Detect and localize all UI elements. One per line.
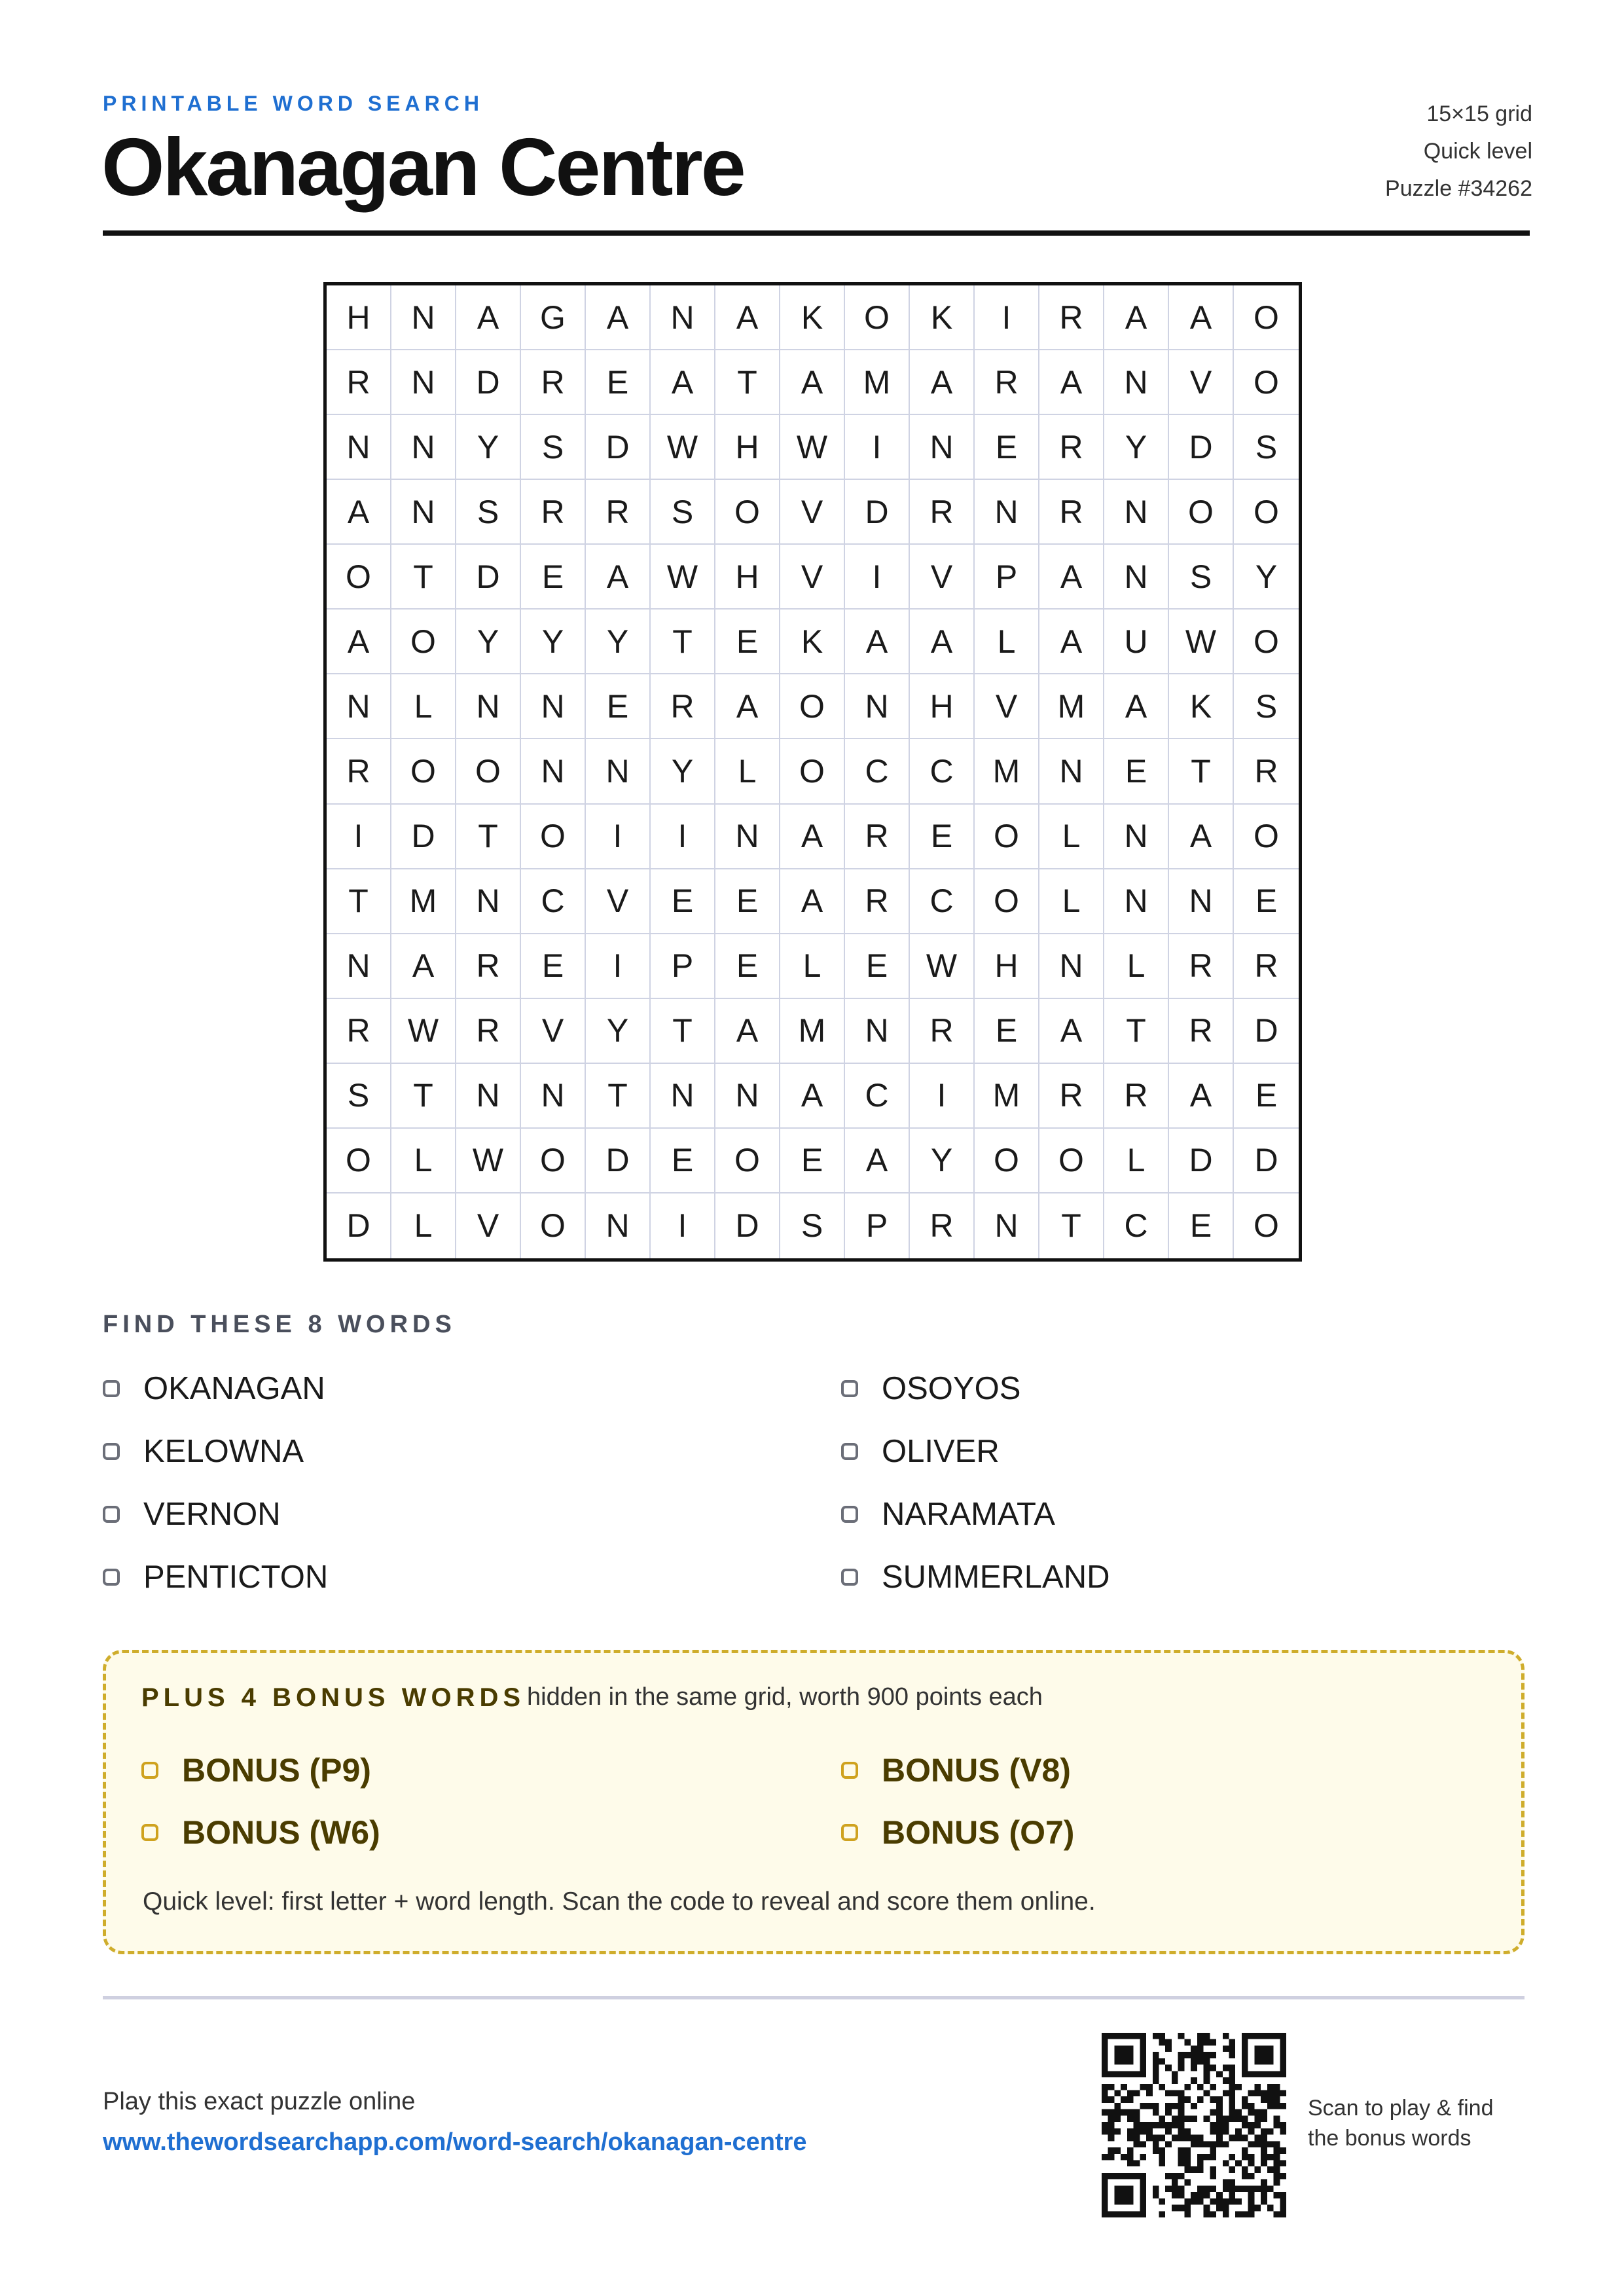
checkbox[interactable] [841, 1824, 858, 1841]
grid-cell[interactable]: N [910, 415, 975, 480]
grid-cell[interactable]: A [780, 805, 845, 869]
grid-cell[interactable]: K [780, 285, 845, 350]
grid-cell[interactable]: T [456, 805, 521, 869]
grid-cell[interactable]: D [715, 1194, 780, 1258]
grid-cell[interactable]: W [1169, 610, 1234, 674]
grid-cell[interactable]: N [391, 350, 456, 415]
grid-cell[interactable]: S [1234, 674, 1299, 739]
grid-cell[interactable]: A [1169, 805, 1234, 869]
grid-cell[interactable]: R [1234, 934, 1299, 999]
grid-cell[interactable]: V [586, 869, 651, 934]
eyebrow-label: PRINTABLE WORD SEARCH [103, 92, 484, 115]
grid-cell[interactable]: I [845, 545, 910, 610]
grid-cell[interactable]: O [1234, 285, 1299, 350]
grid-cell[interactable]: R [1234, 739, 1299, 804]
puzzle-url-link[interactable]: www.thewordsearchapp.com/word-search/okanagan-centre [103, 2128, 807, 2156]
word-item[interactable] [103, 1370, 325, 1407]
grid-cell[interactable]: O [521, 1194, 586, 1258]
grid-cell[interactable]: R [1039, 480, 1104, 545]
grid-cell[interactable]: L [391, 674, 456, 739]
grid-cell[interactable]: S [1234, 415, 1299, 480]
grid-cell[interactable]: E [521, 545, 586, 610]
word-label: SUMMERLAND [882, 1559, 1110, 1595]
grid-cell[interactable]: L [1104, 1129, 1169, 1194]
word-label: NARAMATA [882, 1497, 1055, 1532]
grid-cell[interactable]: P [845, 1194, 910, 1258]
word-label: VERNON [143, 1497, 281, 1532]
grid-cell[interactable]: D [845, 480, 910, 545]
grid-cell[interactable]: E [975, 415, 1039, 480]
grid-cell[interactable]: H [715, 415, 780, 480]
grid-cell[interactable]: D [1169, 415, 1234, 480]
grid-cell[interactable]: R [1039, 285, 1104, 350]
checkbox[interactable] [841, 1380, 858, 1397]
play-online-label: Play this exact puzzle online [103, 2088, 416, 2115]
word-label: OLIVER [882, 1434, 1000, 1469]
grid-cell[interactable]: E [1104, 739, 1169, 804]
word-item[interactable] [841, 1433, 1000, 1470]
grid-cell[interactable]: E [715, 869, 780, 934]
grid-cell[interactable]: D [586, 415, 651, 480]
grid-cell[interactable]: N [456, 869, 521, 934]
grid-cell[interactable]: C [845, 1064, 910, 1129]
word-search-grid[interactable] [323, 282, 1302, 1262]
bonus-item[interactable] [141, 1751, 371, 1789]
grid-cell[interactable]: Y [586, 999, 651, 1064]
grid-cell[interactable]: N [1104, 869, 1169, 934]
grid-cell[interactable]: N [391, 415, 456, 480]
grid-cell[interactable]: E [780, 1129, 845, 1194]
grid-cell[interactable]: M [391, 869, 456, 934]
grid-cell[interactable]: N [1039, 934, 1104, 999]
grid-cell[interactable]: M [845, 350, 910, 415]
grid-cell[interactable]: I [845, 415, 910, 480]
grid-cell[interactable]: O [1254, 1207, 1279, 1245]
grid-cell[interactable]: Y [1104, 415, 1169, 480]
grid-cell[interactable]: R [1104, 1064, 1169, 1129]
grid-cell[interactable]: W [651, 415, 715, 480]
checkbox[interactable] [141, 1824, 158, 1841]
grid-cell[interactable]: D [1234, 1129, 1299, 1194]
grid-cell[interactable]: A [780, 869, 845, 934]
grid-cell[interactable]: E [1234, 1064, 1299, 1129]
grid-cell[interactable]: N [1104, 805, 1169, 869]
grid-cell[interactable]: Y [456, 610, 521, 674]
grid-cell[interactable]: O [391, 610, 456, 674]
grid-cell[interactable]: N [715, 1064, 780, 1129]
checkbox[interactable] [103, 1506, 120, 1523]
grid-cell[interactable]: R [1039, 1064, 1104, 1129]
bonus-label: BONUS (O7) [882, 1814, 1075, 1851]
checkbox[interactable] [103, 1569, 120, 1586]
grid-cell[interactable]: A [327, 480, 391, 545]
grid-cell[interactable]: P [651, 934, 715, 999]
grid-cell[interactable]: E [1169, 1194, 1234, 1258]
grid-cell[interactable]: C [910, 869, 975, 934]
grid-cell[interactable]: A [456, 285, 521, 350]
grid-cell[interactable]: D [456, 350, 521, 415]
qr-code[interactable] [1102, 2033, 1286, 2217]
grid-cell[interactable]: N [391, 480, 456, 545]
grid-cell[interactable]: L [391, 1194, 456, 1258]
grid-cell[interactable]: S [456, 480, 521, 545]
grid-cell[interactable]: O [391, 739, 456, 804]
grid-cell[interactable]: I [975, 285, 1039, 350]
grid-cell[interactable]: V [456, 1194, 521, 1258]
grid-cell[interactable]: L [1039, 869, 1104, 934]
grid-cell[interactable]: I [327, 805, 391, 869]
grid-cell[interactable]: R [1039, 415, 1104, 480]
grid-cell[interactable]: E [845, 934, 910, 999]
word-item[interactable] [103, 1496, 281, 1533]
word-item[interactable] [103, 1559, 328, 1595]
grid-cell[interactable]: W [651, 545, 715, 610]
grid-cell[interactable]: E [715, 610, 780, 674]
grid-cell[interactable]: T [391, 1064, 456, 1129]
checkbox[interactable] [841, 1762, 858, 1779]
word-label: OKANAGAN [143, 1371, 325, 1406]
grid-cell[interactable]: R [521, 480, 586, 545]
grid-cell[interactable]: R [327, 999, 391, 1064]
grid-cell[interactable]: L [1104, 934, 1169, 999]
checkbox[interactable] [841, 1506, 858, 1523]
grid-cell[interactable]: A [1104, 285, 1169, 350]
grid-cell[interactable]: L [975, 610, 1039, 674]
grid-cell[interactable]: N [975, 1194, 1039, 1258]
grid-cell[interactable]: O [715, 480, 780, 545]
grid-cell[interactable]: N [521, 739, 586, 804]
grid-cell[interactable]: N [456, 1064, 521, 1129]
grid-cell[interactable]: L [1039, 805, 1104, 869]
word-item[interactable] [103, 1433, 304, 1470]
bonus-heading: PLUS 4 BONUS WORDS [141, 1683, 526, 1712]
grid-cell[interactable]: O [780, 739, 845, 804]
grid-cell[interactable]: S [1169, 545, 1234, 610]
grid-cell[interactable]: A [327, 610, 391, 674]
grid-cell[interactable]: N [1104, 545, 1169, 610]
grid-cell[interactable]: L [391, 1129, 456, 1194]
bonus-label: BONUS (P9) [182, 1752, 371, 1789]
grid-cell[interactable]: R [910, 480, 975, 545]
grid-cell[interactable]: Y [521, 610, 586, 674]
grid-cell[interactable]: K [1169, 674, 1234, 739]
grid-cell[interactable]: I [651, 805, 715, 869]
grid-cell[interactable]: C [521, 869, 586, 934]
bonus-subheading: hidden in the same grid, worth 900 points each [527, 1683, 1043, 1711]
grid-cell[interactable]: A [715, 674, 780, 739]
grid-cell[interactable]: A [586, 545, 651, 610]
grid-cell[interactable]: N [975, 480, 1039, 545]
grid-cell[interactable]: A [1039, 999, 1104, 1064]
grid-cell[interactable]: A [1169, 1064, 1234, 1129]
grid-cell[interactable]: R [1169, 999, 1234, 1064]
grid-cell[interactable]: I [910, 1064, 975, 1129]
grid-cell[interactable]: C [910, 739, 975, 804]
bonus-label: BONUS (W6) [182, 1814, 380, 1851]
puzzle-number-label: Puzzle #34262 [1385, 176, 1532, 201]
grid-cell[interactable]: T [1169, 739, 1234, 804]
grid-cell[interactable]: V [1169, 350, 1234, 415]
grid-cell[interactable]: T [327, 869, 391, 934]
bonus-item[interactable] [141, 1813, 380, 1851]
grid-cell[interactable]: A [780, 350, 845, 415]
word-label: KELOWNA [143, 1434, 304, 1469]
grid-cell[interactable]: O [327, 1129, 391, 1194]
grid-cell[interactable]: H [327, 285, 391, 350]
grid-cell[interactable]: W [456, 1129, 521, 1194]
grid-cell[interactable]: V [780, 545, 845, 610]
grid-cell[interactable]: V [780, 480, 845, 545]
grid-cell[interactable]: E [975, 999, 1039, 1064]
grid-cell[interactable]: D [456, 545, 521, 610]
grid-cell[interactable]: Y [1234, 545, 1299, 610]
grid-cell[interactable]: Y [456, 415, 521, 480]
grid-cell[interactable]: T [391, 545, 456, 610]
grid-cell[interactable]: A [1104, 674, 1169, 739]
grid-cell[interactable]: N [651, 285, 715, 350]
word-item[interactable] [841, 1370, 1020, 1407]
grid-cell[interactable]: V [521, 999, 586, 1064]
header-divider [103, 230, 1530, 236]
grid-cell[interactable]: W [391, 999, 456, 1064]
grid-cell[interactable]: A [1039, 350, 1104, 415]
grid-cell[interactable]: P [975, 545, 1039, 610]
grid-cell[interactable]: S [651, 480, 715, 545]
level-label: Quick level [1423, 139, 1532, 164]
grid-cell[interactable]: S [780, 1194, 845, 1258]
grid-cell[interactable]: O [521, 805, 586, 869]
checkbox[interactable] [141, 1762, 158, 1779]
grid-cell[interactable]: N [1039, 739, 1104, 804]
grid-cell[interactable]: O [327, 545, 391, 610]
grid-cell[interactable]: R [975, 350, 1039, 415]
grid-cell[interactable]: H [715, 545, 780, 610]
grid-cell[interactable]: O [1234, 350, 1299, 415]
grid-cell[interactable]: L [780, 934, 845, 999]
grid-cell[interactable]: D [1234, 999, 1299, 1064]
word-label: PENTICTON [143, 1559, 329, 1595]
word-list-heading: FIND THESE 8 WORDS [103, 1311, 456, 1338]
grid-cell[interactable]: T [586, 1064, 651, 1129]
puzzle-meta [1385, 96, 1532, 208]
grid-cell[interactable]: N [1104, 480, 1169, 545]
grid-cell[interactable]: V [910, 545, 975, 610]
grid-cell[interactable]: N [845, 674, 910, 739]
grid-cell[interactable]: N [391, 285, 456, 350]
qr-caption-line: the bonus words [1308, 2126, 1471, 2151]
grid-cell[interactable]: R [910, 1194, 975, 1258]
grid-cell[interactable]: N [651, 1064, 715, 1129]
grid-cell[interactable]: A [715, 285, 780, 350]
grid-cell[interactable]: A [715, 999, 780, 1064]
grid-cell[interactable]: A [910, 610, 975, 674]
grid-cell[interactable]: V [975, 674, 1039, 739]
grid-cell[interactable]: A [586, 285, 651, 350]
grid-cell[interactable]: O [1234, 610, 1299, 674]
grid-cell[interactable]: T [715, 350, 780, 415]
grid-cell[interactable]: N [845, 999, 910, 1064]
grid-cell[interactable]: A [1039, 545, 1104, 610]
qr-caption-line: Scan to play & find [1308, 2096, 1494, 2121]
grid-cell[interactable]: E [651, 1129, 715, 1194]
grid-cell[interactable]: E [651, 869, 715, 934]
grid-cell[interactable]: R [456, 999, 521, 1064]
grid-cell[interactable]: N [586, 739, 651, 804]
bonus-label: BONUS (V8) [882, 1752, 1071, 1789]
grid-cell[interactable]: H [975, 934, 1039, 999]
grid-cell[interactable]: R [521, 350, 586, 415]
checkbox[interactable] [841, 1443, 858, 1460]
grid-cell[interactable]: T [651, 610, 715, 674]
grid-cell[interactable]: S [327, 1064, 391, 1129]
grid-cell[interactable]: I [586, 805, 651, 869]
grid-cell[interactable]: R [845, 869, 910, 934]
grid-cell[interactable]: N [521, 674, 586, 739]
grid-cell[interactable]: D [586, 1129, 651, 1194]
grid-cell[interactable]: U [1104, 610, 1169, 674]
grid-cell[interactable]: M [975, 1064, 1039, 1129]
grid-cell[interactable]: M [1039, 674, 1104, 739]
grid-cell[interactable]: R [651, 674, 715, 739]
grid-cell[interactable]: A [845, 610, 910, 674]
grid-cell[interactable]: N [1169, 869, 1234, 934]
grid-cell[interactable]: A [651, 350, 715, 415]
grid-cell[interactable]: T [651, 999, 715, 1064]
grid-cell[interactable]: I [651, 1194, 715, 1258]
grid-cell[interactable]: E [715, 934, 780, 999]
grid-cell[interactable]: W [780, 415, 845, 480]
checkbox[interactable] [841, 1569, 858, 1586]
grid-cell[interactable]: K [910, 285, 975, 350]
grid-cell[interactable]: O [521, 1129, 586, 1194]
grid-cell[interactable]: N [1104, 350, 1169, 415]
word-item[interactable] [841, 1559, 1110, 1595]
checkbox[interactable] [103, 1380, 120, 1397]
grid-cell[interactable]: A [780, 1064, 845, 1129]
grid-cell[interactable]: E [521, 934, 586, 999]
grid-cell[interactable]: Y [651, 739, 715, 804]
grid-cell[interactable]: M [975, 739, 1039, 804]
grid-cell[interactable]: A [910, 350, 975, 415]
bonus-note: Quick level: first letter + word length. Scan the code to reveal and score them online. [143, 1887, 1096, 1916]
grid-cell[interactable]: E [910, 805, 975, 869]
grid-cell[interactable]: N [715, 805, 780, 869]
grid-size-label: 15×15 grid [1426, 101, 1532, 126]
grid-cell[interactable]: T [1104, 999, 1169, 1064]
grid-cell[interactable]: N [327, 674, 391, 739]
grid-cell[interactable]: A [1039, 610, 1104, 674]
grid-cell[interactable]: O [780, 674, 845, 739]
grid-cell[interactable]: E [586, 350, 651, 415]
grid-cell[interactable]: L [715, 739, 780, 804]
grid-cell[interactable]: R [586, 480, 651, 545]
grid-cell[interactable]: O [715, 1129, 780, 1194]
grid-cell[interactable]: R [910, 999, 975, 1064]
word-item[interactable] [841, 1496, 1055, 1533]
grid-cell[interactable]: N [327, 415, 391, 480]
grid-cell[interactable]: R [845, 805, 910, 869]
grid-cell[interactable]: O [975, 1129, 1039, 1194]
grid-cell[interactable]: E [1234, 869, 1299, 934]
grid-cell[interactable]: E [586, 674, 651, 739]
qr-caption [1308, 2093, 1517, 2153]
grid-cell[interactable]: Y [586, 610, 651, 674]
grid-cell[interactable]: N [327, 934, 391, 999]
grid-cell[interactable]: N [456, 674, 521, 739]
grid-cell[interactable]: O [1234, 480, 1299, 545]
checkbox[interactable] [103, 1443, 120, 1460]
grid-cell[interactable]: M [780, 999, 845, 1064]
grid-cell[interactable]: A [391, 934, 456, 999]
grid-cell[interactable]: Y [910, 1129, 975, 1194]
grid-cell[interactable]: N [521, 1064, 586, 1129]
grid-cell[interactable]: W [910, 934, 975, 999]
grid-cell[interactable]: R [327, 350, 391, 415]
grid-cell[interactable]: O [1234, 805, 1299, 869]
grid-cell[interactable]: G [521, 285, 586, 350]
grid-cell[interactable]: S [521, 415, 586, 480]
grid-cell[interactable]: A [845, 1129, 910, 1194]
grid-cell[interactable]: R [1169, 934, 1234, 999]
grid-cell[interactable]: O [456, 739, 521, 804]
grid-cell[interactable]: C [1104, 1194, 1169, 1258]
grid-cell[interactable]: D [1169, 1129, 1234, 1194]
bonus-item[interactable] [841, 1813, 1074, 1851]
grid-cell[interactable]: A [1169, 285, 1234, 350]
grid-cell[interactable]: R [456, 934, 521, 999]
grid-cell[interactable]: I [586, 934, 651, 999]
bonus-item[interactable] [841, 1751, 1071, 1789]
grid-cell[interactable]: O [845, 285, 910, 350]
grid-cell[interactable]: T [1039, 1194, 1104, 1258]
grid-cell[interactable]: O [1039, 1129, 1104, 1194]
grid-cell[interactable]: D [327, 1194, 391, 1258]
grid-cell[interactable]: O [1169, 480, 1234, 545]
grid-cell[interactable]: R [327, 739, 391, 804]
footer-divider [103, 1996, 1525, 1999]
grid-cell[interactable]: O [975, 805, 1039, 869]
grid-cell[interactable]: O [975, 869, 1039, 934]
grid-cell[interactable]: C [845, 739, 910, 804]
grid-cell[interactable]: N [586, 1194, 651, 1258]
grid-cell[interactable]: H [910, 674, 975, 739]
word-label: OSOYOS [882, 1371, 1021, 1406]
page-title: Okanagan Centre [101, 122, 744, 213]
grid-cell[interactable]: D [391, 805, 456, 869]
grid-cell[interactable]: K [780, 610, 845, 674]
